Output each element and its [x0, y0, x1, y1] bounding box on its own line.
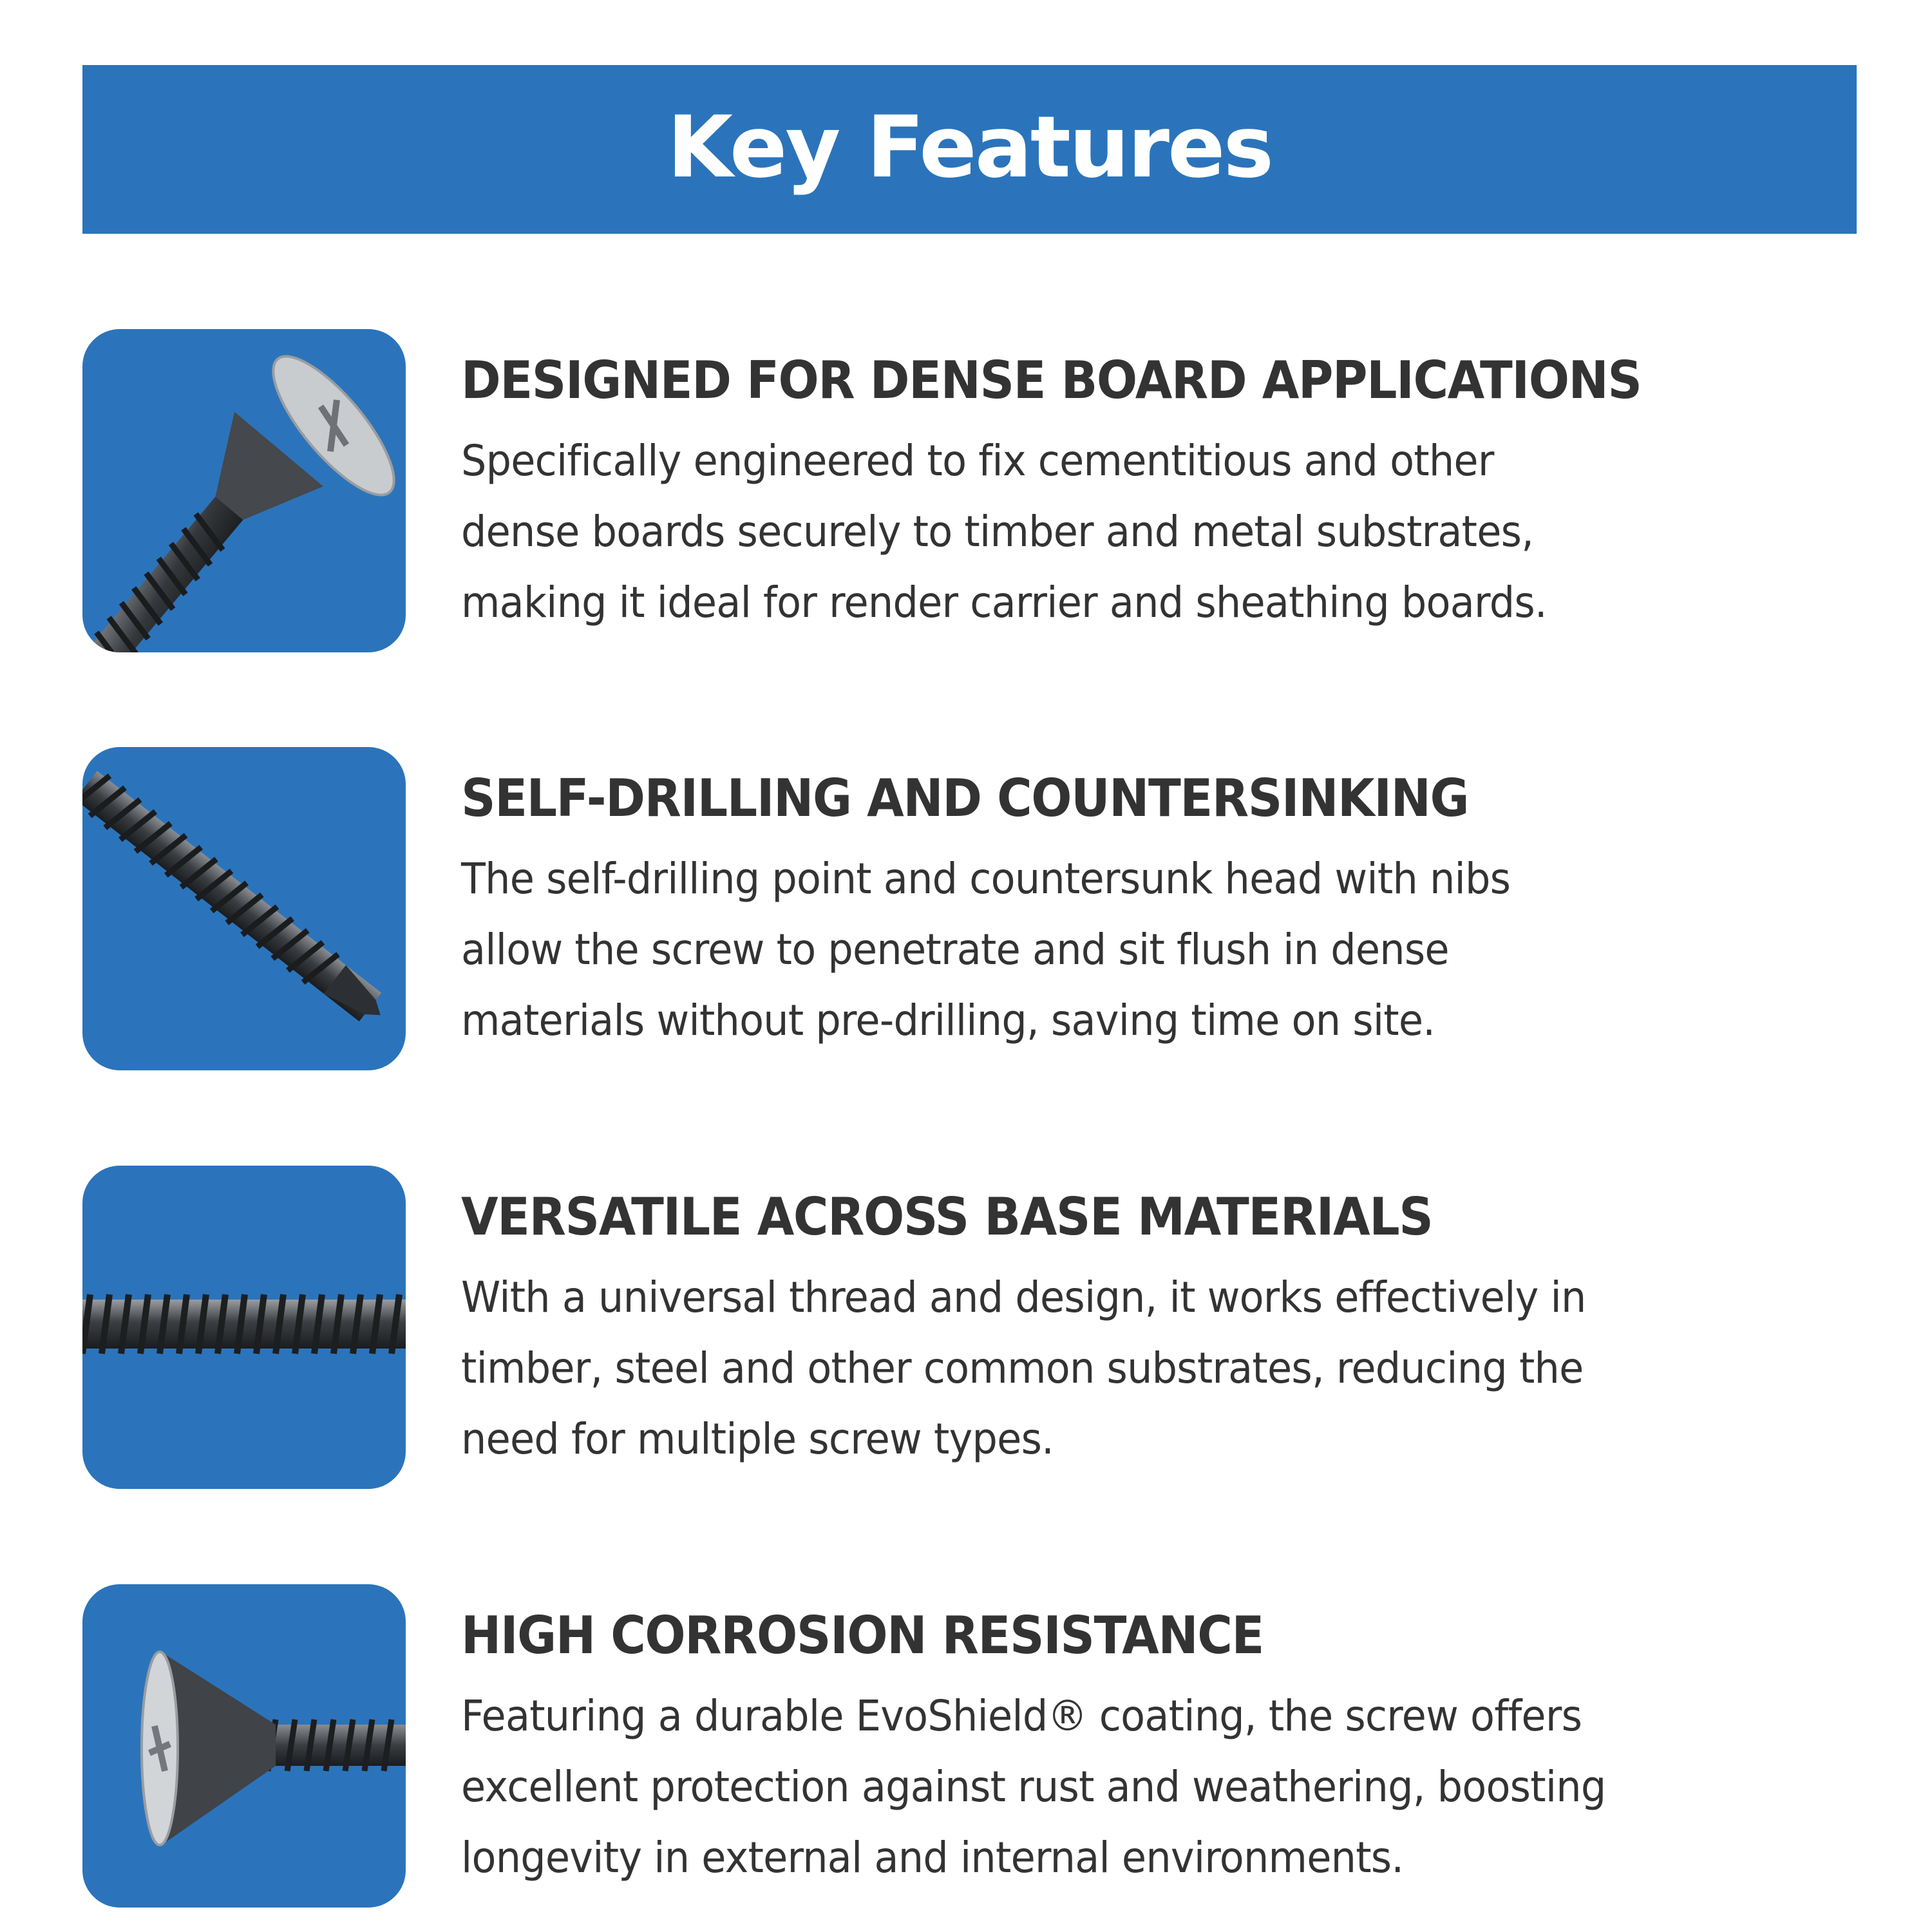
- feature-self-drilling: [82, 747, 1860, 1072]
- feature-text-line: making it ideal for render carrier and sheathing boards.: [461, 578, 1547, 627]
- feature-text-line: need for multiple screw types.: [461, 1414, 1054, 1464]
- feature-heading: SELF-DRILLING AND COUNTERSINKING: [461, 768, 1469, 828]
- screw-drill-point-icon: [82, 747, 406, 1070]
- screw-head-side-icon: [82, 1584, 406, 1908]
- feature-text-line: Specifically engineered to fix cementitious and other: [461, 436, 1494, 486]
- feature-text-line: dense boards securely to timber and metal substrates,: [461, 507, 1534, 556]
- feature-heading: VERSATILE ACROSS BASE MATERIALS: [461, 1187, 1433, 1247]
- feature-text-line: timber, steel and other common substrates, reducing the: [461, 1343, 1584, 1393]
- feature-heading: DESIGNED FOR DENSE BOARD APPLICATIONS: [461, 350, 1642, 410]
- feature-text-line: excellent protection against rust and weathering, boosting: [461, 1762, 1606, 1812]
- feature-text-line: materials without pre-drilling, saving time on site.: [461, 996, 1435, 1045]
- feature-text-line: allow the screw to penetrate and sit flush in dense: [461, 925, 1449, 974]
- feature-dense-board: [82, 329, 1860, 654]
- feature-heading: HIGH CORROSION RESISTANCE: [461, 1605, 1264, 1665]
- screw-thread-icon: [82, 1166, 406, 1489]
- feature-text-line: The self-drilling point and countersunk head with nibs: [461, 854, 1511, 904]
- screw-head-diagonal-icon: [82, 329, 406, 652]
- feature-text-line: Featuring a durable EvoShield® coating, the screw offers: [461, 1691, 1582, 1741]
- key-features-banner: [82, 65, 1857, 234]
- feature-text-line: longevity in external and internal environments.: [461, 1833, 1404, 1882]
- page-title: Key Features: [667, 98, 1273, 197]
- feature-versatile: [82, 1166, 1860, 1490]
- feature-text-line: With a universal thread and design, it works effectively in: [461, 1273, 1586, 1322]
- feature-corrosion-resistance: [82, 1584, 1860, 1909]
